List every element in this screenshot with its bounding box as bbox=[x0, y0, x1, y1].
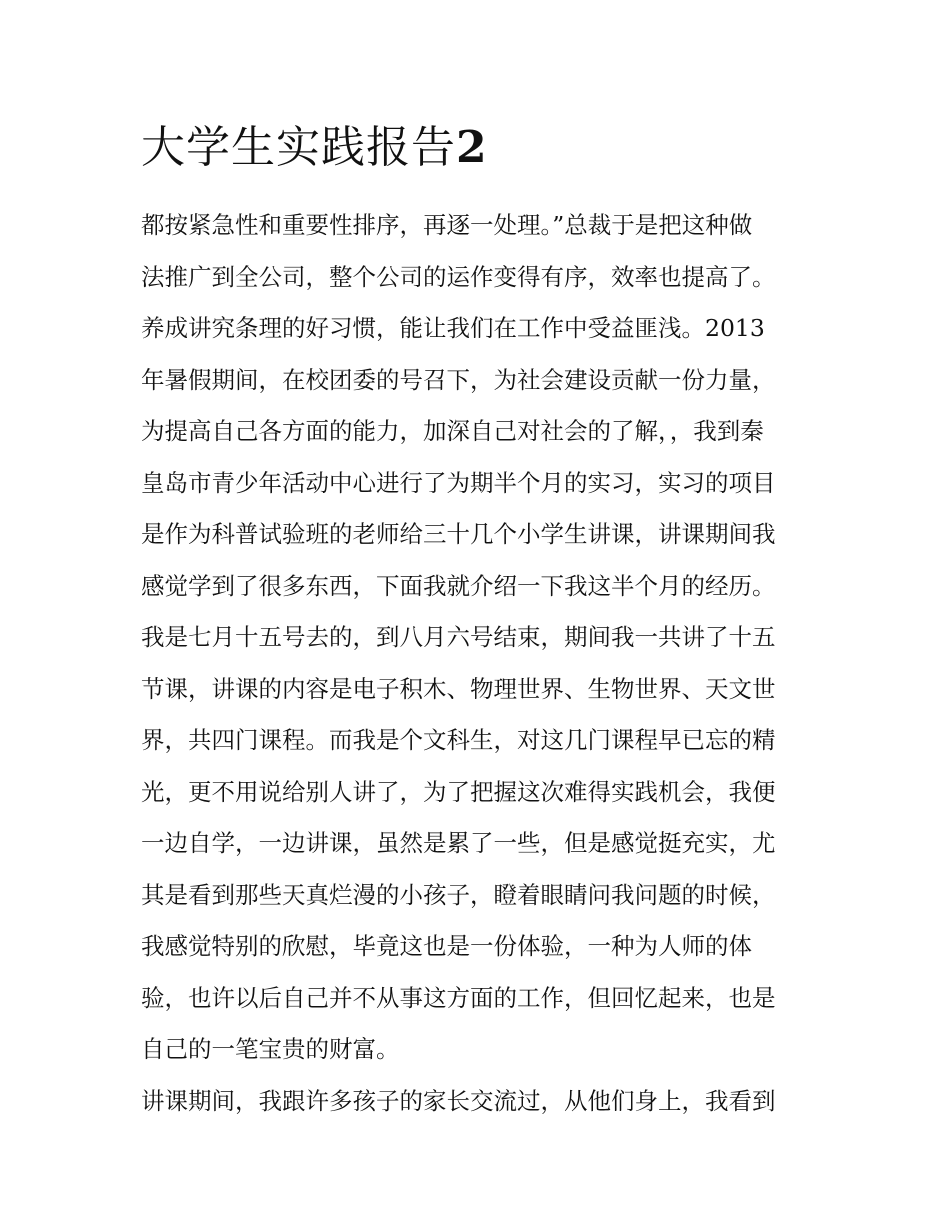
text-line: 为提高自己各方面的能力，加深自己对社会的了解，，我到秦 bbox=[141, 417, 764, 445]
text-line: 养成讲究条理的好习惯，能让我们在工作中受益匪浅。2013 bbox=[141, 314, 765, 342]
body-text bbox=[141, 200, 821, 1127]
text-line: 我感觉特别的欣慰，毕竟这也是一份体验，一种为人师的体 bbox=[141, 932, 752, 960]
text-line: 其是看到那些天真烂漫的小孩子，瞪着眼睛问我问题的时候， bbox=[141, 880, 776, 909]
text-line: 是作为科普试验班的老师给三十几个小学生讲课，讲课期间我 bbox=[141, 520, 776, 548]
text-line: 讲课期间，我跟许多孩子的家长交流过，从他们身上，我看到 bbox=[141, 1086, 776, 1115]
text-line: 年暑假期间，在校团委的号召下，为社会建设贡献一份力量， bbox=[141, 365, 776, 394]
text-line: 自己的一笔宝贵的财富。 bbox=[141, 1035, 400, 1063]
text-line: 皇岛市青少年活动中心进行了为期半个月的实习，实习的项目 bbox=[141, 468, 776, 497]
text-line: 一边自学，一边讲课，虽然是累了一些，但是感觉挺充实，尤 bbox=[141, 829, 776, 857]
text-line: 我是七月十五号去的，到八月六号结束，期间我一共讲了十五 bbox=[141, 623, 776, 651]
text-line: 界，共四门课程。而我是个文科生，对这几门课程早已忘的精 bbox=[141, 726, 776, 754]
text-line: 光，更不用说给别人讲了，为了把握这次难得实践机会，我便 bbox=[141, 777, 776, 806]
text-line: 都按紧急性和重要性排序，再逐一处理。”总裁于是把这种做 bbox=[141, 211, 753, 239]
text-line: 节课，讲课的内容是电子积木、物理世界、生物世界、天文世 bbox=[141, 674, 776, 703]
text-line: 感觉学到了很多东西，下面我就介绍一下我这半个月的经历。 bbox=[141, 571, 776, 600]
page-title bbox=[141, 118, 488, 178]
title-text: 大学生实践报告 bbox=[141, 122, 456, 173]
title-number: 2 bbox=[456, 122, 488, 173]
text-line: 法推广到全公司，整个公司的运作变得有序，效率也提高了。 bbox=[141, 262, 776, 291]
text-line: 验，也许以后自己并不从事这方面的工作，但回忆起来，也是 bbox=[141, 983, 776, 1012]
